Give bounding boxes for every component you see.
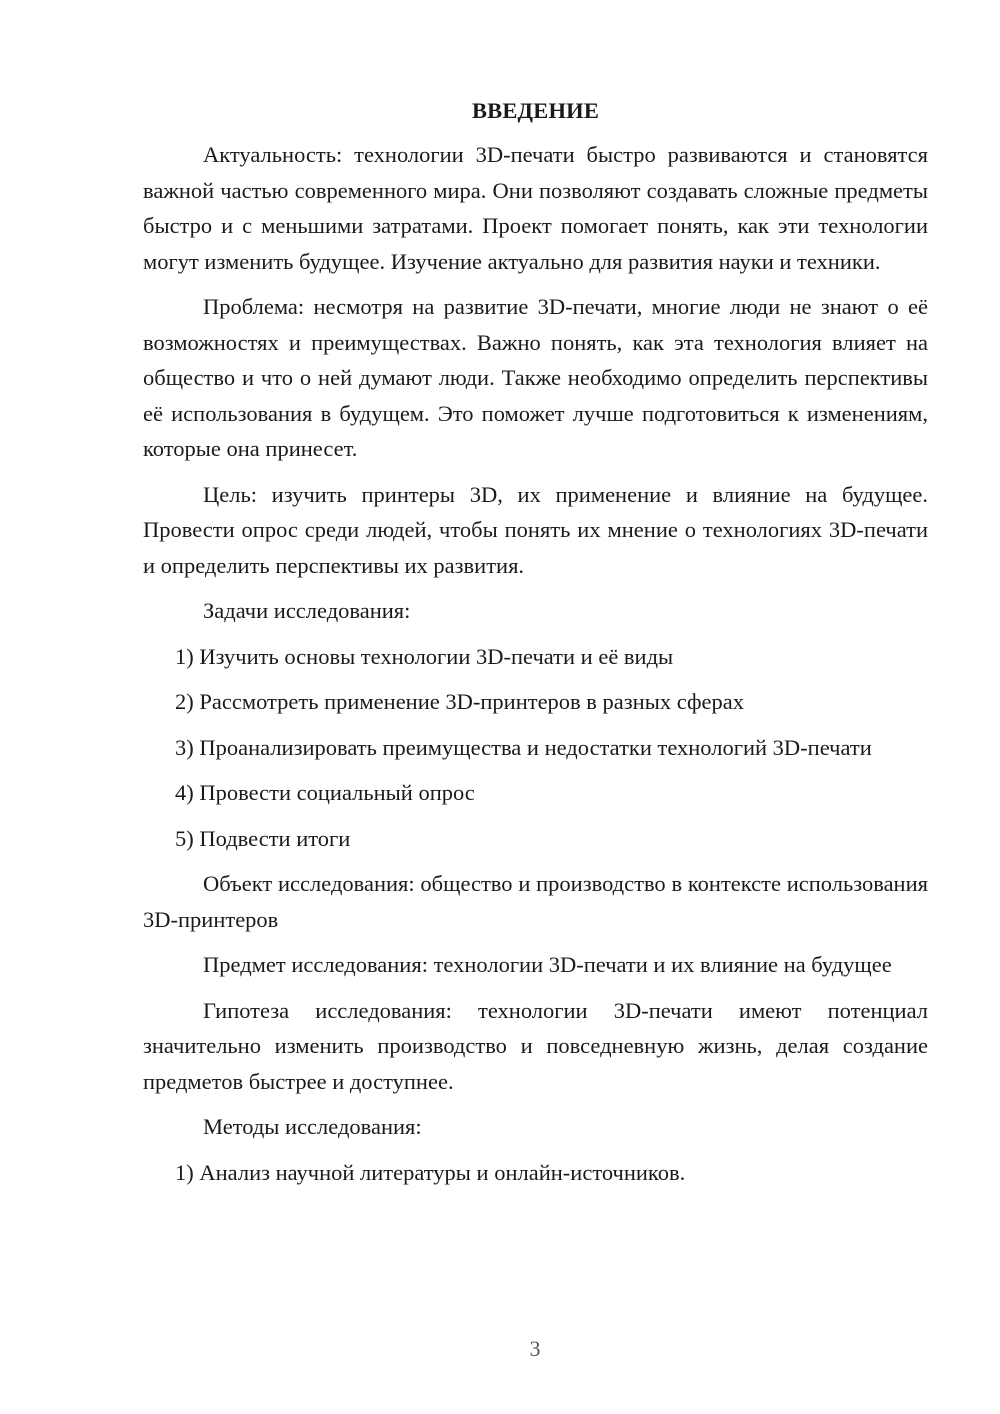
- task-item-4: 4) Провести социальный опрос: [175, 780, 475, 805]
- tasks-title: Задачи исследования:: [203, 598, 411, 623]
- method-item-1: 1) Анализ научной литературы и онлайн-источников.: [175, 1159, 686, 1185]
- task-item-1: 1) Изучить основы технологии 3D-печати и её виды: [175, 643, 674, 669]
- task-item-2: 2) Рассмотреть применение 3D-принтеров в разных сферах: [175, 689, 745, 714]
- relevance-paragraph: Актуальность: технологии 3D-печати быстро развиваются и становятся важной частью современного мира. Они позволяют создавать сложные предметы быстро и с меньшими затратами. Проект помогает понять, как эти технологии могут изменить будущее. Изучение актуально для развития науки и техники.: [143, 142, 928, 274]
- subject-paragraph: Предмет исследования: технологии 3D-печати и их влияние на будущее: [203, 952, 892, 977]
- problem-paragraph: Проблема: несмотря на развитие 3D-печати, многие люди не знают о её возможностях и преимуществах. Важно понять, как эта технология влияет на общество и что о ней думают люди. Также необходимо определить перспективы её использования в будущем. Это поможет лучше подготовиться к изменениям, которые она принесет.: [143, 294, 928, 461]
- task-item-5: 5) Подвести итоги: [175, 825, 351, 851]
- object-paragraph: Объект исследования: общество и производство в контексте использования 3D-принтеров: [143, 871, 928, 932]
- page-body: [143, 90, 928, 1200]
- goal-paragraph: Цель: изучить принтеры 3D, их применение и влияние на будущее. Провести опрос среди людей, чтобы понять их мнение о технологиях 3D-печати и определить перспективы их развития.: [143, 481, 928, 578]
- methods-title: Методы исследования:: [203, 1114, 422, 1139]
- hypothesis-paragraph: Гипотеза исследования: технологии 3D-печати имеют потенциал значительно изменить производство и повседневную жизнь, делая создание предметов быстрее и доступнее.: [143, 997, 928, 1094]
- section-heading: ВВЕДЕНИЕ: [471, 98, 600, 123]
- page-number: 3: [529, 1336, 541, 1361]
- task-item-3: 3) Проанализировать преимущества и недостатки технологий 3D-печати: [175, 734, 872, 760]
